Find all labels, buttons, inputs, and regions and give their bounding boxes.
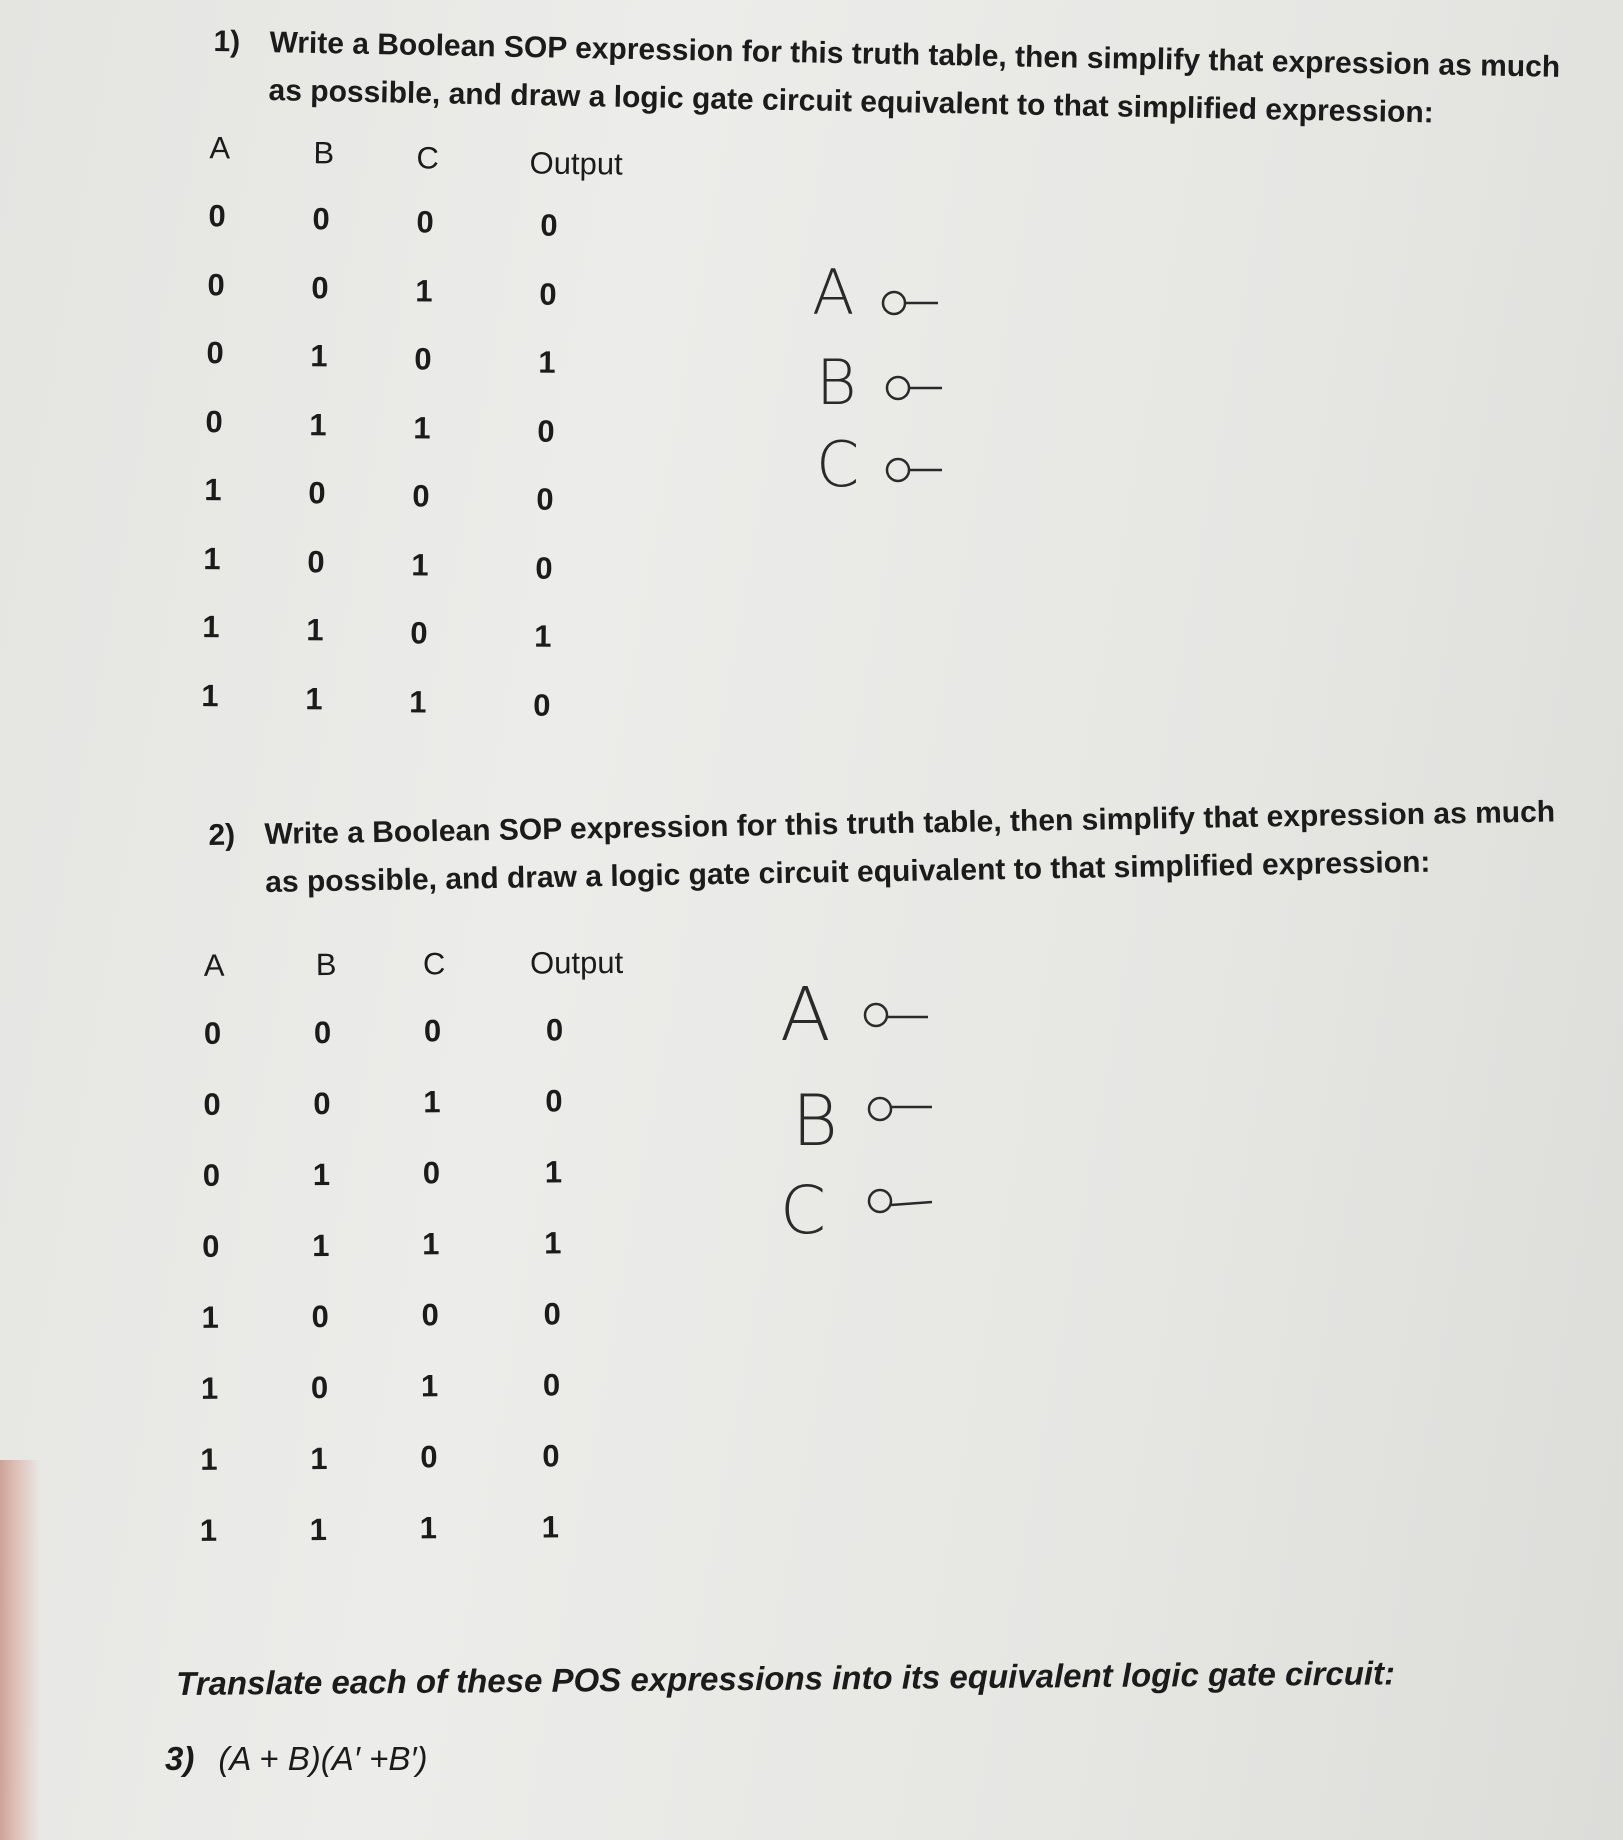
input-cell: 0 (412, 478, 430, 514)
pos-section-title: Translate each of these POS expressions into its equivalent logic gate circuit: (176, 1654, 1396, 1702)
hand-label-b: B (816, 346, 857, 419)
output-cell: 1 (538, 344, 556, 380)
input-cell: 0 (311, 269, 329, 305)
input-cell: 1 (415, 272, 433, 309)
input-cell: 1 (312, 1227, 330, 1263)
hand-label-b: B (792, 1080, 838, 1162)
input-cell: 1 (310, 338, 328, 374)
input-cell: 1 (202, 609, 220, 645)
input-cell: 0 (312, 201, 330, 237)
input-cell: 0 (422, 1155, 441, 1191)
header-c: C (416, 140, 440, 176)
input-pin-b-icon (866, 1094, 936, 1124)
input-cell: 0 (420, 1439, 438, 1475)
question-1-title (212, 18, 1570, 140)
input-cell: 0 (202, 1157, 221, 1193)
input-cell: 0 (207, 266, 225, 302)
input-cell: 1 (201, 677, 219, 713)
output-cell: 0 (542, 1366, 561, 1403)
output-cell: 1 (544, 1153, 563, 1189)
input-pin-a-icon (862, 1000, 932, 1030)
input-cell: 1 (201, 1299, 219, 1335)
input-cell: 0 (203, 1015, 222, 1051)
output-cell: 1 (534, 618, 552, 654)
input-cell: 1 (200, 1441, 218, 1477)
input-cell: 0 (410, 615, 428, 651)
input-cell: 1 (310, 1440, 328, 1476)
input-cell: 1 (411, 546, 429, 583)
header-a: A (209, 130, 231, 166)
input-cell: 1 (413, 409, 431, 446)
hand-label-a: A (780, 972, 831, 1058)
output-cell: 1 (541, 1508, 560, 1545)
output-cell: 0 (545, 1011, 564, 1047)
input-cell: 0 (313, 1014, 332, 1050)
input-cell: 1 (203, 540, 221, 576)
input-pin-c-icon (884, 455, 944, 485)
input-cell: 1 (309, 1511, 328, 1547)
input-cell: 1 (422, 1226, 440, 1262)
input-cell: 1 (420, 1368, 439, 1404)
header-output: Output (529, 944, 624, 981)
input-cell: 0 (308, 475, 326, 511)
input-cell: 0 (203, 1086, 221, 1122)
input-cell: 0 (423, 1013, 442, 1049)
hand-label-a: A (812, 256, 855, 329)
output-cell: 1 (544, 1224, 562, 1260)
output-cell: 0 (543, 1295, 561, 1331)
question-3-number: 3) (165, 1740, 195, 1777)
input-cell: 0 (206, 335, 224, 371)
input-cell: 0 (416, 204, 434, 240)
input-cell: 1 (200, 1370, 219, 1406)
output-cell: 0 (533, 687, 551, 723)
input-cell: 1 (409, 683, 427, 720)
input-cell: 1 (199, 1512, 218, 1548)
question-1-number: 1) (213, 24, 241, 59)
question-3 (165, 1740, 428, 1778)
input-cell: 0 (311, 1298, 329, 1334)
input-cell: 1 (419, 1510, 438, 1546)
header-b: B (313, 135, 335, 171)
input-cell: 1 (309, 406, 327, 442)
question-1-text: Write a Boolean SOP expression for this truth table, then simplify that expression as much as possible, and draw a logic gate circuit equivalent to that simplified expression: (268, 26, 1561, 130)
input-cell: 1 (204, 472, 222, 508)
output-cell: 0 (535, 550, 553, 586)
output-cell: 0 (539, 276, 557, 312)
header-a: A (203, 947, 225, 983)
output-cell: 0 (542, 1437, 560, 1474)
input-cell: 0 (310, 1369, 329, 1405)
input-pin-a-icon (880, 288, 940, 318)
input-cell: 0 (421, 1297, 439, 1333)
input-cell: 0 (205, 403, 223, 439)
output-cell: 0 (537, 413, 555, 449)
input-cell: 0 (414, 341, 432, 377)
output-cell: 0 (536, 481, 554, 517)
question-2-title (208, 788, 1565, 908)
input-cell: 1 (423, 1084, 441, 1120)
header-output: Output (529, 145, 623, 182)
input-cell: 1 (306, 612, 324, 648)
header-c: C (422, 946, 446, 982)
header-b: B (315, 946, 337, 983)
question-3-expression: (A + B)(A′ +B′) (218, 1740, 428, 1777)
finger-shadow (0, 1460, 40, 1840)
input-pin-b-icon (884, 373, 944, 403)
input-pin-c-icon (866, 1186, 936, 1216)
hand-label-c: C (780, 1172, 827, 1249)
hand-label-c: C (816, 428, 860, 501)
question-2-number: 2) (208, 818, 236, 852)
output-cell: 0 (545, 1082, 563, 1118)
input-cell: 0 (208, 198, 226, 234)
output-cell: 0 (540, 207, 558, 243)
input-cell: 0 (313, 1085, 331, 1121)
question-2-text: Write a Boolean SOP expression for this truth table, then simplify that expression as much as possible, and draw a logic gate circuit equivalent to that simplified expression: (264, 795, 1556, 900)
input-cell: 0 (202, 1228, 220, 1264)
input-cell: 0 (307, 543, 325, 579)
input-cell: 1 (312, 1156, 331, 1192)
input-cell: 1 (305, 680, 323, 716)
